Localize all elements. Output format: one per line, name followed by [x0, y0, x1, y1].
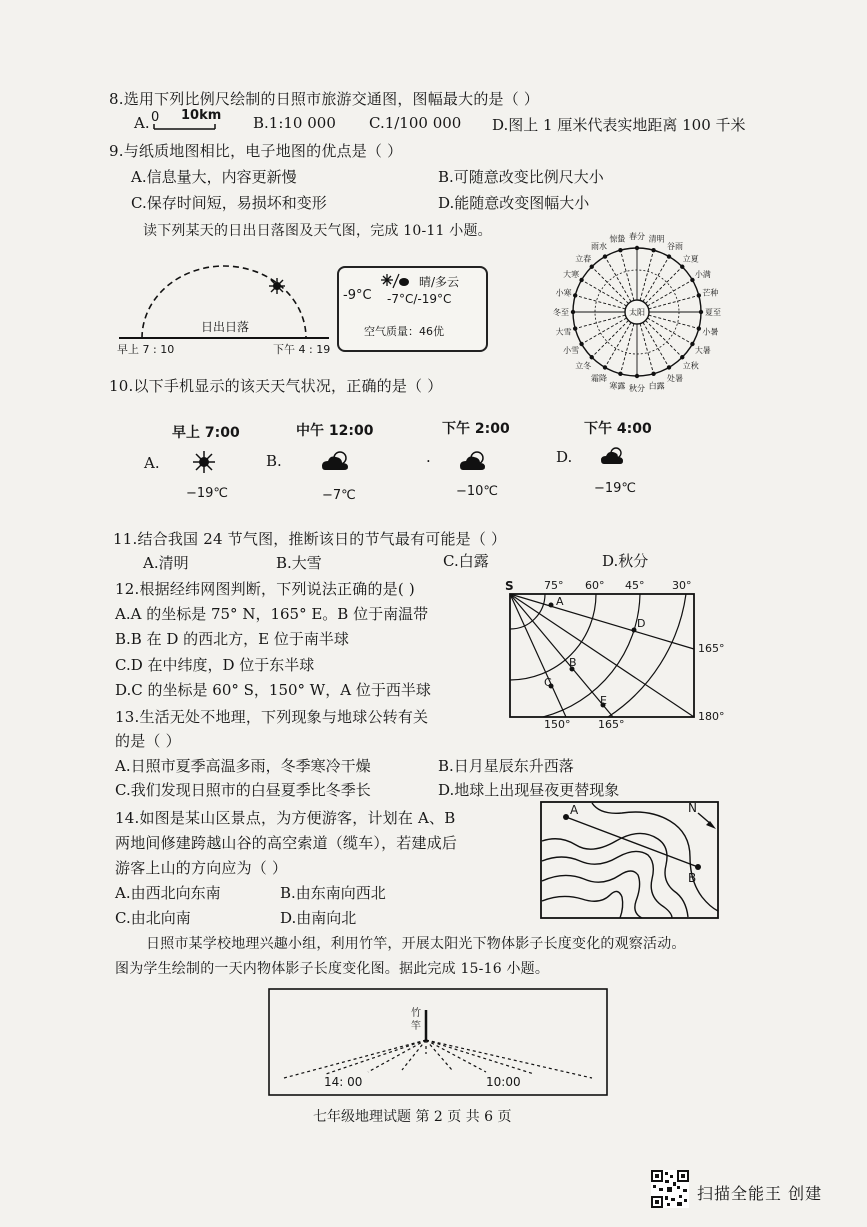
- q11-option-c: C.白露: [443, 552, 489, 570]
- q10-temp-b: −7℃: [322, 488, 356, 503]
- q8-scale-zero: 0: [151, 110, 160, 125]
- term-spoke: [645, 320, 682, 357]
- term-dot: [697, 293, 701, 297]
- sun-diagram: [115, 262, 333, 358]
- q10-temp-c: −10℃: [456, 484, 499, 499]
- q10-stem: 10.以下手机显示的该天天气状况，正确的是（ ）: [109, 377, 443, 395]
- q12-option-a: A.A 的坐标是 75° N，165° E。B 位于南温带: [115, 605, 429, 623]
- cloudy-icon: [320, 450, 352, 472]
- q9-option-a: A.信息量大，内容更新慢: [131, 168, 297, 186]
- term-dot: [699, 310, 703, 314]
- grid-lat-30: 30°: [672, 579, 692, 592]
- term-dot: [571, 310, 575, 314]
- term-dot: [680, 355, 684, 359]
- term-dot: [603, 254, 607, 258]
- term-spoke: [643, 257, 669, 302]
- term-spoke: [649, 315, 699, 328]
- grid-lon-165-bottom: 165°: [598, 718, 625, 731]
- q8-option-a-label: A.: [134, 114, 150, 132]
- pole-label-1: 竹: [411, 1008, 421, 1019]
- q8-option-c: C.1/100 000: [369, 114, 462, 132]
- grid-lat-75: 75°: [544, 579, 564, 592]
- solar-term-label: 惊蛰: [609, 234, 626, 244]
- term-spoke: [620, 324, 633, 374]
- q13-option-b: B.日月星辰东升西落: [438, 757, 574, 775]
- term-dot: [579, 278, 583, 282]
- grid-lat-60: 60°: [585, 579, 605, 592]
- term-spoke: [605, 257, 631, 302]
- weather-current-temp: -9°C: [343, 288, 372, 303]
- q9-stem: 9.与纸质地图相比，电子地图的优点是（ ）: [109, 142, 403, 160]
- solar-term-label: 白露: [648, 381, 665, 391]
- term-spoke: [582, 280, 627, 306]
- sunrise-time: 早上 7 : 10: [117, 343, 175, 356]
- q8-option-b: B.1:10 000: [253, 114, 336, 132]
- grid-pole-label: S: [505, 579, 514, 593]
- q11-option-a: A.清明: [143, 554, 189, 572]
- q14-stem-line3: 游客上山的方向应为（ ）: [115, 859, 288, 877]
- solar-terms-wheel: [542, 222, 732, 400]
- q14-option-a: A.由西北向东南: [115, 884, 221, 902]
- term-spoke: [647, 280, 692, 306]
- point-d-marker: [632, 628, 637, 633]
- solar-term-label: 立春: [575, 254, 592, 264]
- term-spoke: [647, 318, 692, 344]
- term-dot: [573, 326, 577, 330]
- term-dot: [697, 326, 701, 330]
- q13-option-d: D.地球上出现昼夜更替现象: [438, 781, 620, 799]
- q9-option-c: C.保存时间短，易损坏和变形: [131, 194, 327, 212]
- intro-10-11: 读下列某天的日出日落图及天气图，完成 10-11 小题。: [143, 223, 492, 239]
- q11-option-d: D.秋分: [602, 552, 649, 570]
- term-spoke: [649, 295, 699, 308]
- contour-map: [540, 801, 720, 919]
- term-spoke: [620, 250, 633, 300]
- shadow-length-diagram: [268, 988, 608, 1096]
- north-label: N: [688, 801, 697, 815]
- q8-option-d: D.图上 1 厘米代表实地距离 100 千米: [492, 116, 746, 134]
- term-dot: [651, 248, 655, 252]
- q10-label-c: ·: [426, 452, 431, 470]
- solar-term-label: 小满: [694, 270, 711, 279]
- q10-time-3: 下午 2:00: [442, 421, 510, 437]
- term-spoke: [582, 318, 627, 344]
- pole-label-2: 竿: [411, 1021, 421, 1032]
- solar-term-label: 清明: [648, 234, 665, 244]
- q12-option-b: B.B 在 D 的西北方，E 位于南半球: [115, 630, 349, 648]
- q9-option-b: B.可随意改变比例尺大小: [438, 168, 604, 186]
- q9-option-d: D.能随意改变图幅大小: [438, 194, 590, 212]
- qr-code-icon: [651, 1170, 689, 1208]
- air-quality: 空气质量：46优: [364, 325, 444, 338]
- q10-time-2: 中午 12:00: [296, 423, 374, 439]
- term-dot: [635, 246, 639, 250]
- solar-term-label: 芒种: [702, 288, 719, 298]
- solar-term-label: 霜降: [591, 373, 607, 383]
- weather-range: -7°C/-19°C: [387, 292, 452, 306]
- solar-term-label: 雨水: [591, 242, 607, 252]
- term-dot: [603, 365, 607, 369]
- shadow-time-left: 14: 00: [324, 1075, 363, 1089]
- q8-scale-bar: [151, 108, 221, 128]
- contour-point-a: A: [570, 803, 579, 817]
- term-dot: [680, 265, 684, 269]
- term-spoke: [640, 324, 653, 374]
- solar-term-label: 谷雨: [667, 242, 683, 252]
- term-spoke: [575, 315, 625, 328]
- page-footer: 七年级地理试题 第 2 页 共 6 页: [313, 1109, 512, 1125]
- q8-option-a: [134, 114, 150, 132]
- q11-option-b: B.大雪: [276, 554, 322, 572]
- sun-center-label: 太阳: [629, 308, 645, 317]
- solar-term-label: 小雪: [563, 346, 580, 355]
- contour-point-b: B: [688, 871, 697, 885]
- q8-stem: 8.选用下列比例尺绘制的日照市旅游交通图，图幅最大的是（ ）: [109, 90, 540, 108]
- term-spoke: [643, 322, 669, 367]
- q13-stem-line1: 13.生活无处不地理，下列现象与地球公转有关: [115, 708, 429, 726]
- solar-term-label: 小寒: [555, 288, 572, 298]
- point-a-marker: [549, 603, 554, 608]
- q12-option-d: D.C 的坐标是 60° S，150° W，A 位于西半球: [115, 681, 431, 699]
- solar-term-label: 处暑: [667, 373, 683, 383]
- q14-option-d: D.由南向北: [280, 909, 357, 927]
- grid-point-b: B: [569, 656, 577, 669]
- term-dot: [590, 265, 594, 269]
- term-dot: [590, 355, 594, 359]
- q10-label-a: A.: [144, 454, 160, 472]
- grid-lon-180: 180°: [698, 710, 725, 723]
- term-dot: [651, 372, 655, 376]
- cloudy-icon: [458, 450, 488, 472]
- q10-label-b: B.: [266, 452, 282, 470]
- solar-term-label: 夏至: [705, 308, 721, 317]
- cloudy-icon: [600, 446, 626, 466]
- solar-term-label: 大暑: [694, 346, 711, 355]
- solar-term-label: 秋分: [629, 384, 645, 393]
- sun-icon: [192, 450, 216, 474]
- q12-stem: 12.根据经纬网图判断，下列说法正确的是( ): [115, 580, 415, 598]
- grid-lon-165-right: 165°: [698, 642, 725, 655]
- q14-stem-line1: 14.如图是某山区景点，为方便游客，计划在 A、B: [115, 809, 456, 827]
- grid-point-d: D: [637, 617, 646, 630]
- q10-temp-a: −19℃: [186, 486, 229, 501]
- grid-point-a: A: [556, 595, 564, 608]
- solar-term-label: 冬至: [553, 308, 569, 317]
- shadow-time-right: 10:00: [486, 1075, 521, 1089]
- term-dot: [667, 365, 671, 369]
- term-spoke: [640, 250, 653, 300]
- q14-stem-line2: 两地间修建跨越山谷的高空索道（缆车），若建成后: [115, 834, 458, 852]
- solar-term-label: 大雪: [555, 327, 572, 337]
- q13-option-a: A.日照市夏季高温多雨，冬季寒冷干燥: [115, 757, 371, 775]
- q14-option-b: B.由东南向西北: [280, 884, 386, 902]
- term-dot: [618, 372, 622, 376]
- solar-term-label: 大寒: [563, 270, 580, 279]
- lat-lon-grid-map: [500, 578, 730, 730]
- sun-cloud-icon: [379, 272, 409, 290]
- grid-lat-45: 45°: [625, 579, 645, 592]
- sun-diagram-label: 日出日落: [201, 320, 250, 334]
- term-spoke: [605, 322, 631, 367]
- term-dot: [667, 254, 671, 258]
- term-spoke: [575, 295, 625, 308]
- point-b-marker: [695, 864, 701, 870]
- q10-label-d: D.: [556, 448, 573, 466]
- weather-condition: 晴/多云: [419, 275, 460, 289]
- q10-time-4: 下午 4:00: [584, 421, 652, 437]
- q13-stem-line2: 的是（ ）: [115, 732, 181, 750]
- term-dot: [635, 374, 639, 378]
- q8-scale-len: 10km: [181, 108, 222, 123]
- q13-option-c: C.我们发现日照市的白昼夏季比冬季长: [115, 781, 371, 799]
- solar-term-label: 寒露: [609, 381, 626, 391]
- q10-time-1: 早上 7:00: [172, 425, 240, 441]
- solar-term-label: 立夏: [682, 254, 699, 264]
- solar-term-label: 春分: [629, 232, 645, 241]
- q14-option-c: C.由北向南: [115, 909, 191, 927]
- intro-15-16-line1: 日照市某学校地理兴趣小组，利用竹竿，开展太阳光下物体影子长度变化的观察活动。: [146, 936, 686, 952]
- term-dot: [573, 293, 577, 297]
- weather-widget: [337, 266, 488, 352]
- q11-stem: 11.结合我国 24 节气图，推断该日的节气最有可能是（ ）: [113, 530, 507, 548]
- grid-point-c: C: [544, 676, 552, 689]
- intro-15-16-line2: 图为学生绘制的一天内物体影子长度变化图。据此完成 15-16 小题。: [115, 961, 550, 977]
- solar-term-label: 小暑: [702, 327, 719, 337]
- term-dot: [618, 248, 622, 252]
- solar-term-label: 立冬: [575, 361, 592, 371]
- sun-icon: [269, 278, 285, 294]
- scanner-watermark: 扫描全能王 创建: [697, 1184, 823, 1203]
- grid-point-e: E: [600, 694, 607, 707]
- sunset-time: 下午 4 : 19: [273, 343, 331, 356]
- q12-option-c: C.D 在中纬度，D 位于东半球: [115, 656, 315, 674]
- q10-temp-d: −19℃: [594, 481, 637, 496]
- grid-lon-150: 150°: [544, 718, 571, 731]
- point-a-marker: [563, 814, 569, 820]
- solar-term-label: 立秋: [682, 361, 699, 371]
- north-arrow-icon: [698, 813, 716, 829]
- term-dot: [579, 342, 583, 346]
